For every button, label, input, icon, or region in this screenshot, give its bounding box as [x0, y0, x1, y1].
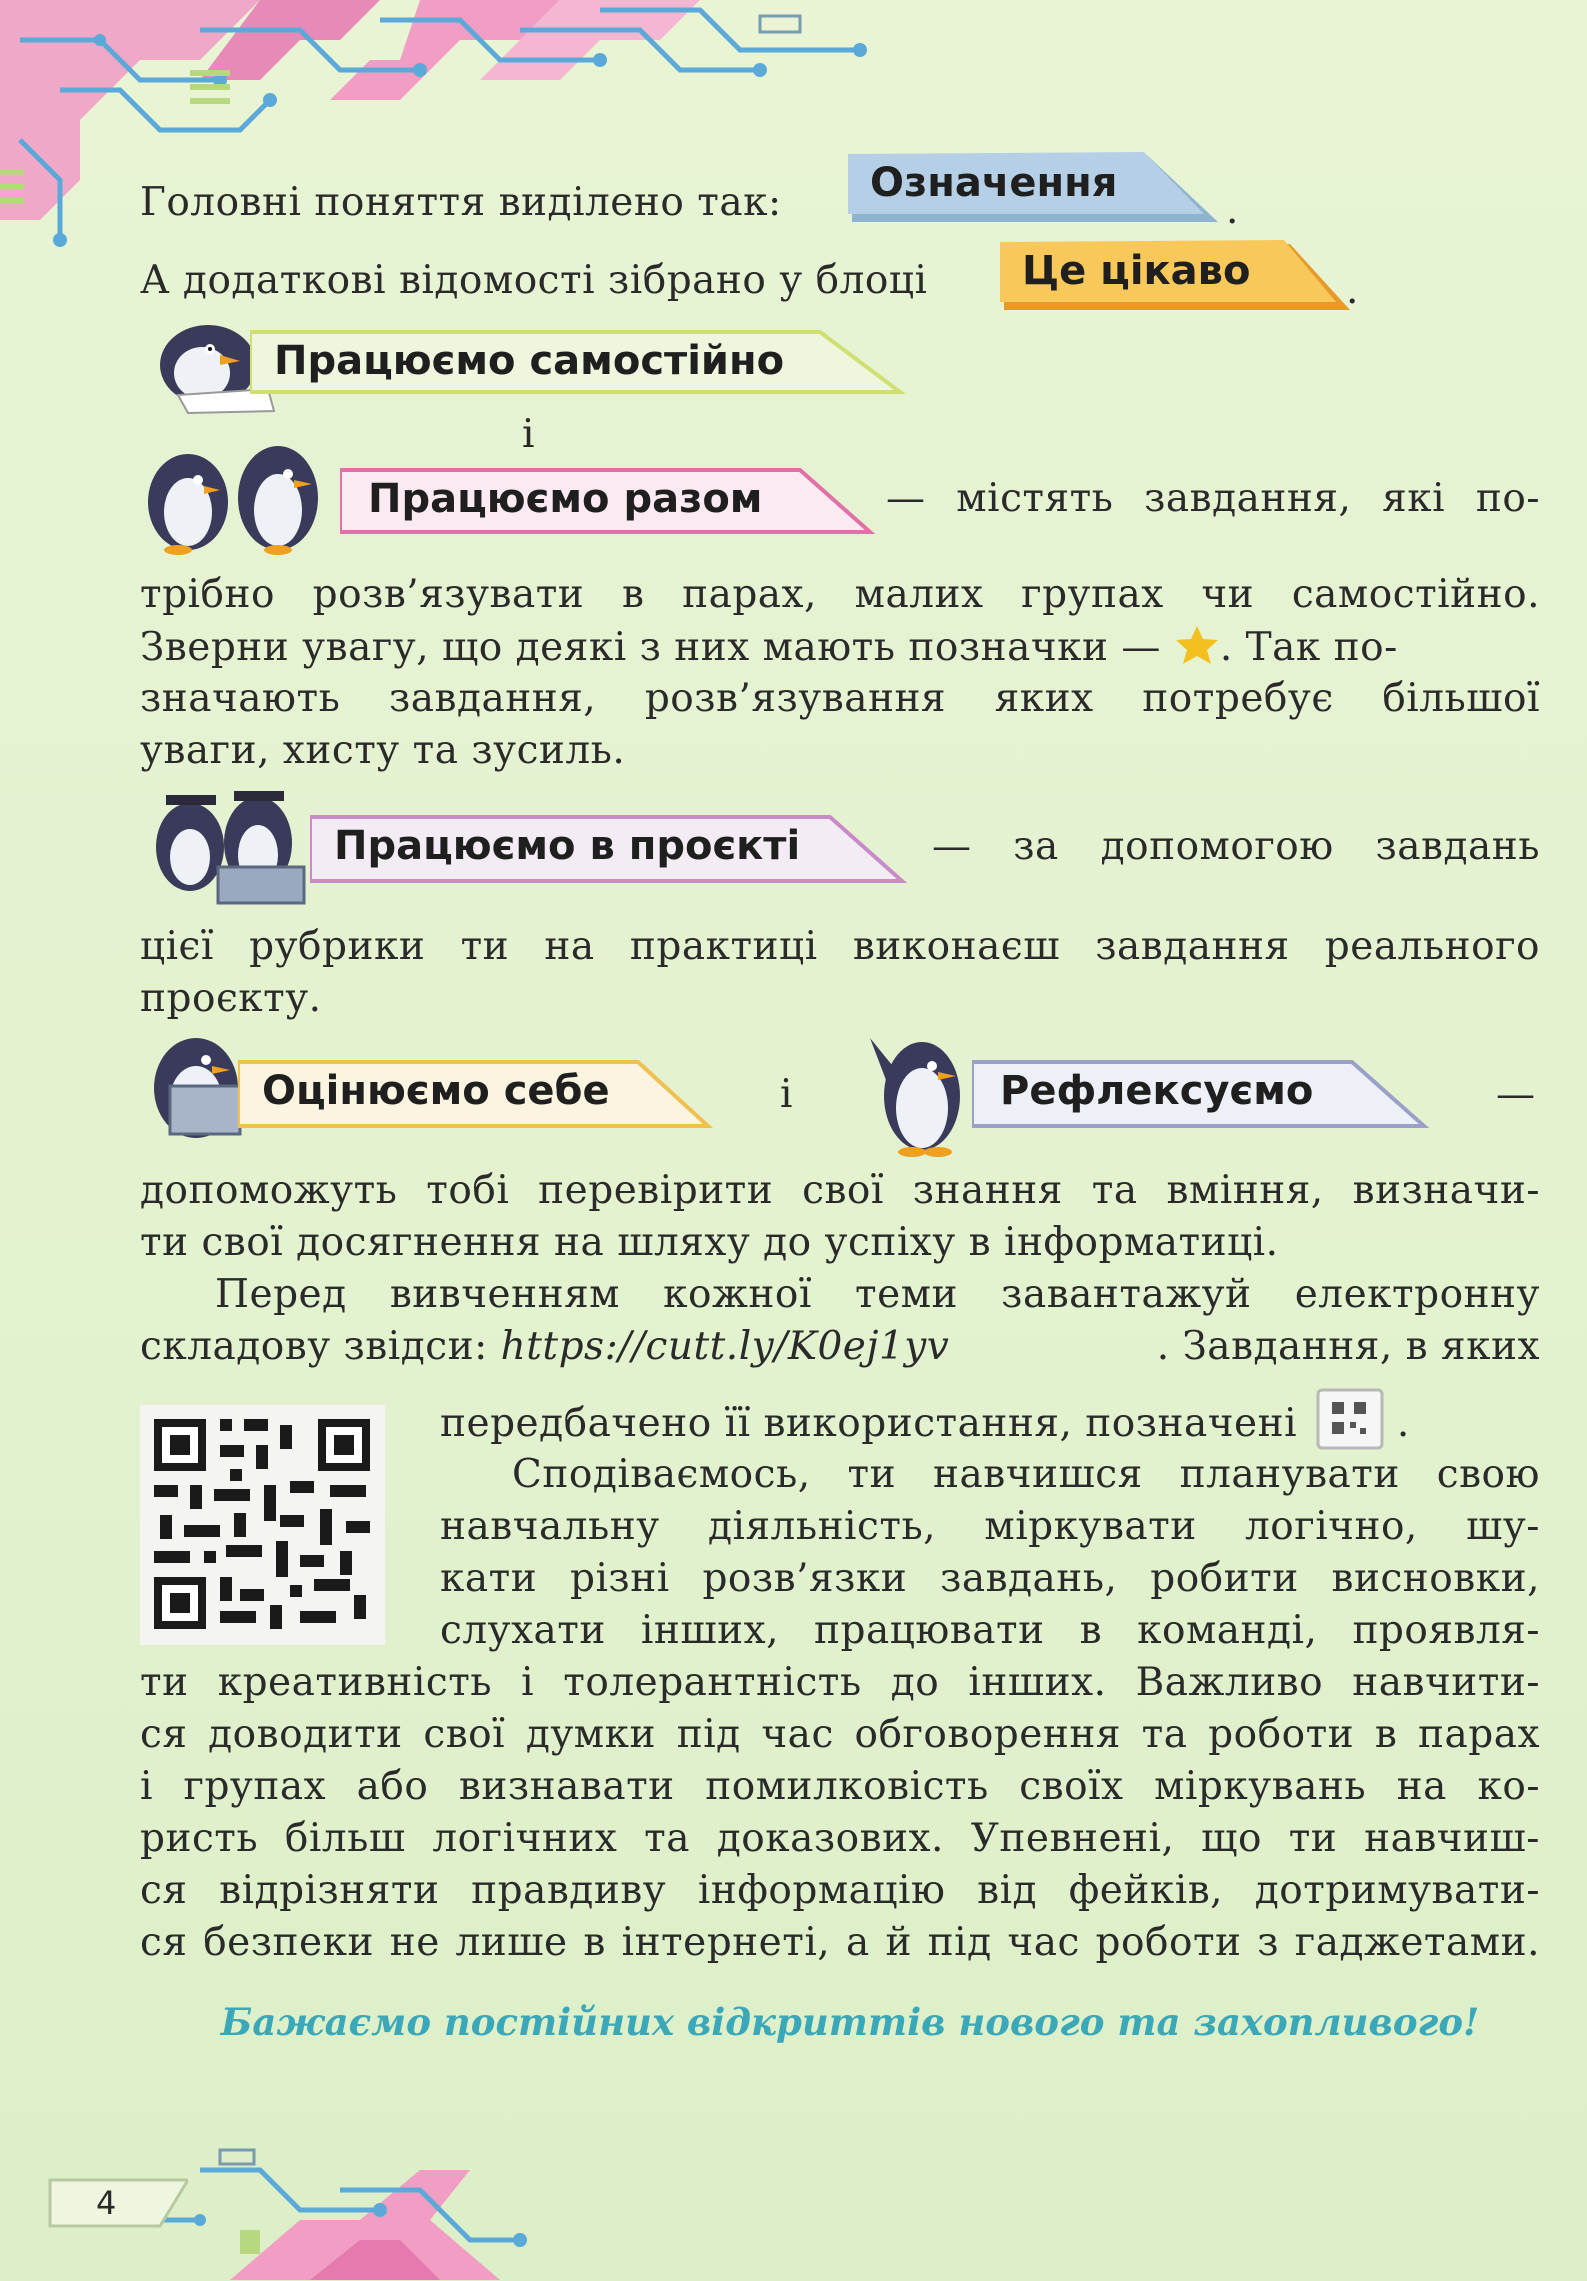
rubric-reflect-tag	[972, 1060, 1432, 1122]
p4-line-2	[140, 1324, 1540, 1369]
p4-line-3-end: .	[1396, 1401, 1410, 1446]
p4-line-2-a: складову звідси:	[140, 1324, 501, 1369]
rubric-self-label: Працюємо самостійно	[274, 338, 785, 384]
penguins-together-icon	[138, 440, 348, 555]
rubric-reflect-tail: —	[1496, 1072, 1536, 1117]
intro-line-2-end: .	[1346, 268, 1359, 313]
page-number-frame	[48, 2178, 188, 2228]
p5-line-9: ся відрізняти правдиву інформацію від фейків, дотримувати-	[140, 1868, 1540, 1913]
p1-line-2-text: Зверни увагу, що деякі з них мають позначки —	[140, 625, 1174, 670]
intro-line-1-end: .	[1226, 188, 1239, 233]
p2-line-2: проєкту.	[140, 976, 322, 1021]
penguin-waving-icon	[862, 1030, 982, 1160]
p1-line-3: значають завдання, розв’язування яких потребує більшої	[140, 676, 1540, 721]
rubric-assess-tag	[238, 1060, 718, 1122]
p1-line-4: уваги, хисту та зусиль.	[140, 728, 626, 773]
p5-line-5: ти креативність і толерантність до інших. Важливо навчити-	[140, 1660, 1540, 1705]
p5-line-7: і групах або визнавати помилковість своїх міркувань на ко-	[140, 1764, 1540, 1809]
page-number: 4	[96, 2184, 117, 2222]
p1-line-2	[140, 624, 1540, 670]
intro-line-1	[140, 180, 1540, 225]
penguins-project-icon	[148, 785, 313, 905]
rubric-project-tail: — за допомогою завдань	[932, 824, 1540, 869]
p4-line-3	[440, 1388, 1410, 1450]
rubric-project-label: Працюємо в проєкті	[334, 823, 801, 869]
p1-line-1: трібно розв’язувати в парах, малих групах чи самостійно.	[140, 572, 1540, 617]
p5-line-3: кати різні розв’язки завдань, робити висновки,	[440, 1556, 1540, 1601]
p5-line-4: слухати інших, працювати в команді, проявля-	[440, 1608, 1540, 1653]
intro-text-1: Головні поняття виділено так:	[140, 180, 782, 225]
star-icon	[1174, 624, 1220, 664]
p5-line-2: навчальну діяльність, міркувати логічно, шу-	[440, 1504, 1540, 1549]
rubric-self-tag	[250, 330, 910, 392]
rubric-together-tail: — містять завдання, які по-	[886, 476, 1540, 521]
p4-line-3-text: передбачено її використання, позначені	[440, 1401, 1298, 1446]
intro-text-2: А додаткові відомості зібрано у блоці	[140, 258, 928, 303]
rubric-project-tag	[310, 815, 910, 877]
qr-code	[140, 1405, 385, 1645]
p5-line-8: ристь більш логічних та доказових. Упевнені, що ти навчиш-	[140, 1816, 1540, 1861]
p5-line-6: ся доводити свої думки під час обговорення та роботи в парах	[140, 1712, 1540, 1757]
qr-small-icon	[1316, 1388, 1384, 1450]
conjunction-and-2: і	[780, 1072, 793, 1117]
interesting-tag	[1000, 240, 1360, 302]
rubric-reflect-label: Рефлексуємо	[1000, 1068, 1314, 1114]
definition-label: Означення	[870, 160, 1118, 206]
p5-line-1: Сподіваємось, ти навчишся планувати свою	[512, 1452, 1540, 1497]
download-link[interactable]: https://cutt.ly/K0ej1yv	[500, 1324, 950, 1369]
p2-line-1: цієї рубрики ти на практиці виконаєш завдання реального	[140, 924, 1540, 969]
definition-tag	[848, 152, 1228, 214]
p4-line-2-b: . Завдання, в яких	[1156, 1324, 1540, 1369]
p3-line-1: допоможуть тобі перевірити свої знання та вміння, визначи-	[140, 1168, 1540, 1213]
p5-line-10: ся безпеки не лише в інтернеті, а й під час роботи з гаджетами.	[140, 1920, 1540, 1965]
rubric-together-tag	[340, 468, 880, 530]
p4-line-1: Перед вивченням кожної теми завантажуй електронну	[215, 1272, 1540, 1317]
interesting-label: Це цікаво	[1022, 248, 1251, 294]
closing-wish: Бажаємо постійних відкриттів нового та захопливого!	[220, 2000, 1480, 2044]
page-number-box	[48, 2178, 168, 2228]
conjunction-and-1: і	[522, 412, 535, 457]
p3-line-2: ти свої досягнення на шляху до успіху в інформатиці.	[140, 1220, 1279, 1265]
rubric-together-label: Працюємо разом	[368, 476, 763, 522]
rubric-assess-label: Оцінюємо себе	[262, 1068, 610, 1114]
p1-line-2-end: . Так по-	[1219, 625, 1398, 670]
